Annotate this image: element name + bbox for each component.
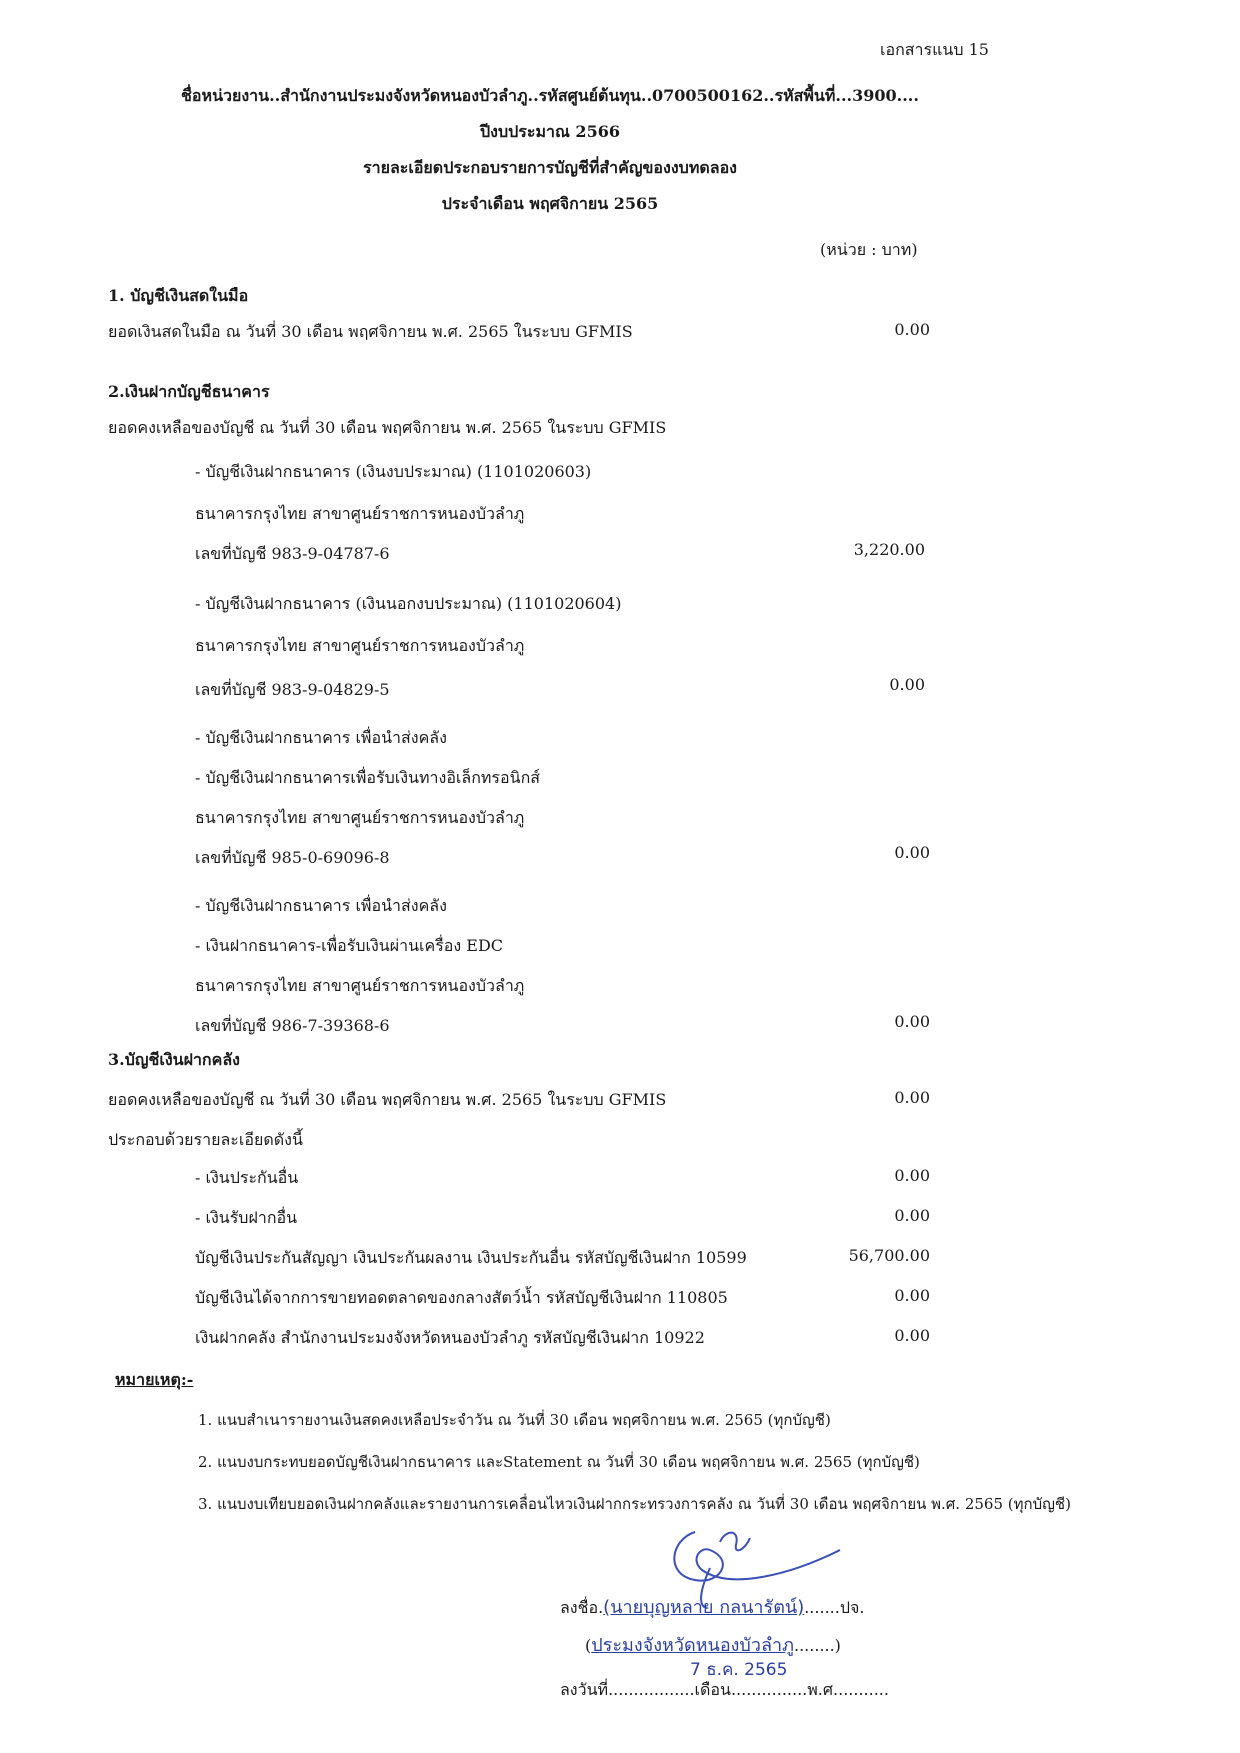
acc2-amount: 0.00: [889, 675, 925, 694]
deposit-item-label: - เงินประกันอื่น: [195, 1168, 299, 1187]
remark-item: 3. แนบงบเทียบยอดเงินฝากคลังและรายงานการเคลื่อนไหวเงินฝากกระทรวงการคลัง ณ วันที่ 30 เดือน พฤศจิกายน พ.ศ. 2565 (ทุกบัญชี): [198, 1495, 1071, 1513]
sign-suffix: .......ปจ.: [804, 1598, 865, 1617]
deposit-item-amount: 0.00: [894, 1166, 930, 1185]
deposit-item-amount: 0.00: [894, 1286, 930, 1305]
acc3-amount: 0.00: [894, 843, 930, 862]
acc4-bank: ธนาคารกรุงไทย สาขาศูนย์ราชการหนองบัวลำภู: [195, 976, 525, 995]
acc4-number: เลขที่บัญชี 986-7-39368-6: [195, 1016, 390, 1035]
unit-label: (หน่วย : บาท): [820, 240, 918, 259]
acc4-line1: - บัญชีเงินฝากธนาคาร เพื่อนำส่งคลัง: [195, 896, 447, 915]
date-line: ลงวันที่.................เดือน...............พ.ศ...........: [560, 1680, 889, 1699]
deposit-item-amount: 56,700.00: [848, 1246, 930, 1265]
acc1-bank: ธนาคารกรุงไทย สาขาศูนย์ราชการหนองบัวลำภู: [195, 504, 525, 523]
deposit-item-amount: 0.00: [894, 1326, 930, 1345]
acc3-line2: - บัญชีเงินฝากธนาคารเพื่อรับเงินทางอิเล็กทรอนิกส์: [195, 768, 541, 787]
deposit-item-label: บัญชีเงินได้จากการขายทอดตลาดของกลางสัตว์น้ำ รหัสบัญชีเงินฝาก 110805: [195, 1288, 728, 1307]
section1-amount: 0.00: [894, 320, 930, 339]
signer-name: (นายบุญหลาย กลนารัตน์): [603, 1597, 805, 1618]
deposit-item-label: บัญชีเงินประกันสัญญา เงินประกันผลงาน เงินประกันอื่น รหัสบัญชีเงินฝาก 10599: [195, 1248, 747, 1267]
acc2-number: เลขที่บัญชี 983-9-04829-5: [195, 680, 390, 699]
position-open: (: [585, 1636, 592, 1655]
acc2-bank: ธนาคารกรุงไทย สาขาศูนย์ราชการหนองบัวลำภู: [195, 636, 525, 655]
acc2-name: - บัญชีเงินฝากธนาคาร (เงินนอกงบประมาณ) (1101020604): [195, 594, 622, 613]
position-line: [585, 1636, 841, 1656]
acc3-number: เลขที่บัญชี 985-0-69096-8: [195, 848, 390, 867]
deposit-item-label: เงินฝากคลัง สำนักงานประมงจังหวัดหนองบัวลำภู รหัสบัญชีเงินฝาก 10922: [195, 1328, 705, 1347]
remark-item: 2. แนบงบกระทบยอดบัญชีเงินฝากธนาคาร และStatement ณ วันที่ 30 เดือน พฤศจิกายน พ.ศ. 2565 (ทุกบัญชี): [198, 1453, 920, 1471]
acc1-number: เลขที่บัญชี 983-9-04787-6: [195, 544, 390, 563]
report-title: รายละเอียดประกอบรายการบัญชีที่สำคัญของงบทดลอง: [363, 158, 737, 177]
signer-position: ประมงจังหวัดหนองบัวลำภู: [591, 1635, 794, 1656]
remarks-title: หมายเหตุ:-: [115, 1370, 194, 1389]
section2-title: 2.เงินฝากบัญชีธนาคาร: [108, 382, 270, 401]
deposit-item-amount: 0.00: [894, 1206, 930, 1225]
acc3-bank: ธนาคารกรุงไทย สาขาศูนย์ราชการหนองบัวลำภู: [195, 808, 525, 827]
attachment-label: เอกสารแนบ 15: [880, 40, 989, 59]
acc1-name: - บัญชีเงินฝากธนาคาร (เงินงบประมาณ) (1101020603): [195, 462, 592, 481]
remark-item: 1. แนบสำเนารายงานเงินสดคงเหลือประจำวัน ณ วันที่ 30 เดือน พฤศจิกายน พ.ศ. 2565 (ทุกบัญชี): [198, 1411, 831, 1429]
section2-intro: ยอดคงเหลือของบัญชี ณ วันที่ 30 เดือน พฤศจิกายน พ.ศ. 2565 ในระบบ GFMIS: [108, 418, 667, 437]
section1-line: ยอดเงินสดในมือ ณ วันที่ 30 เดือน พฤศจิกายน พ.ศ. 2565 ในระบบ GFMIS: [108, 322, 633, 341]
org-line: ชื่อหน่วยงาน..สำนักงานประมงจังหวัดหนองบัวลำภู..รหัสศูนย์ต้นทุน..0700500162..รหัสพื้นที่...3900....: [181, 86, 919, 105]
section3-details-label: ประกอบด้วยรายละเอียดดังนี้: [108, 1130, 303, 1149]
sign-line: [560, 1598, 864, 1618]
section1-title: 1. บัญชีเงินสดในมือ: [108, 286, 249, 305]
sign-prefix: ลงชื่อ.: [560, 1598, 604, 1617]
section3-intro-amount: 0.00: [894, 1088, 930, 1107]
deposit-item-label: - เงินรับฝากอื่น: [195, 1208, 298, 1227]
acc3-line1: - บัญชีเงินฝากธนาคาร เพื่อนำส่งคลัง: [195, 728, 447, 747]
fiscal-year: ปีงบประมาณ 2566: [480, 122, 620, 141]
section3-title: 3.บัญชีเงินฝากคลัง: [108, 1050, 240, 1069]
acc1-amount: 3,220.00: [853, 540, 925, 559]
report-period: ประจำเดือน พฤศจิกายน 2565: [441, 194, 659, 213]
position-close: ........): [793, 1636, 841, 1655]
acc4-line2: - เงินฝากธนาคาร-เพื่อรับเงินผ่านเครื่อง EDC: [195, 936, 504, 955]
acc4-amount: 0.00: [894, 1012, 930, 1031]
section3-intro: ยอดคงเหลือของบัญชี ณ วันที่ 30 เดือน พฤศจิกายน พ.ศ. 2565 ในระบบ GFMIS: [108, 1090, 667, 1109]
date-stamp: 7 ธ.ค. 2565: [690, 1660, 788, 1680]
